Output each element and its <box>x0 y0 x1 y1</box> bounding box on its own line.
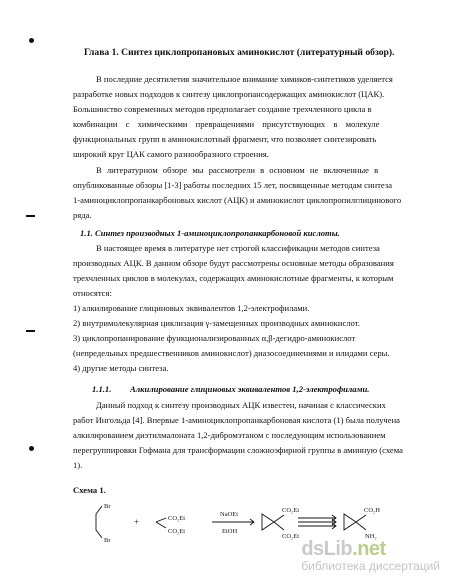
reagent-bottom: EtOH <box>222 528 238 535</box>
paragraph-line: Большинство современных методов предполагает создание трехчленного цикла в <box>73 104 372 114</box>
subsection-number: 1.1.1. <box>92 384 112 394</box>
paragraph-line: В настоящее время в литературе нет строгой классификации методов синтеза <box>96 243 380 253</box>
margin-tick-mark <box>26 215 35 217</box>
chapter-title: Глава 1. Синтез циклопропановых аминокислот (литературный обзор). <box>84 47 395 58</box>
paragraph-line: перегруппировки Гофмана для трансформации сложноэфирной группы в аминную (схема <box>73 445 403 455</box>
cyclopropane-ring <box>344 514 356 530</box>
watermark-subtitle: библиотека диссертаций <box>301 559 440 573</box>
binder-hole-mark <box>29 38 34 43</box>
paragraph-line: функциональных групп в аминокислотный фрагмент, что позволяет синтезировать <box>73 134 377 144</box>
paragraph-line: Данный подход к синтезу производных АЦК известен, начиная с классических <box>96 400 386 410</box>
list-item: 2) внутримолекулярная циклизация γ-замещенных производных аминокислот. <box>73 318 360 328</box>
paragraph-line: 1). <box>73 460 83 470</box>
amino-acid-bonds <box>356 515 366 530</box>
paragraph-line: 1-аминоциклопропанкарбоновых кислот (АЦК) и аминокислот циклопропилглицинового <box>73 195 402 205</box>
br-label-top: Br <box>104 503 111 510</box>
paragraph-line: относятся: <box>73 288 112 298</box>
product-nh2: NH₂ <box>365 533 377 540</box>
binder-hole-mark <box>29 446 34 451</box>
reagent-top: NaOEt <box>220 511 239 518</box>
paragraph-line: ряда. <box>73 210 92 220</box>
product-co2et: CO₂Et <box>282 507 300 514</box>
paragraph-line: В последние десятилетия значительное внимание химиков-синтетиков уделяется <box>96 74 393 84</box>
section-heading: 1.1. Синтез производных 1-аминоциклопропанкарбоновой кислоты. <box>80 228 340 238</box>
ester-bonds <box>274 515 284 530</box>
br-label-bottom: Br <box>104 537 111 544</box>
paragraph-line: комбинации с химическими превращениями присутствующих в молекуле <box>73 119 380 129</box>
list-item: 4) другие методы синтеза. <box>73 363 169 373</box>
malonate-bond <box>156 518 166 528</box>
watermark <box>301 538 440 573</box>
cyclopropane-ring <box>262 514 274 530</box>
margin-tick-mark <box>26 330 35 332</box>
co2et-label: CO₂Et <box>168 528 186 535</box>
product-co2h: CO₂H <box>364 507 380 514</box>
dibromoethane-bond <box>96 506 102 538</box>
paragraph-line: трехчленных циклов в молекулах, содержащих аминокислотные фрагменты, к которым <box>73 273 394 283</box>
paragraph-line: В литературном обзоре мы рассмотрели в основном не включенные в <box>96 165 379 175</box>
list-item: 1) алкилирование глициновых эквивалентов 1,2-электрофилами. <box>73 303 310 313</box>
subsection-title: Алкилирование глициновых эквивалентов 1,2-электрофилами. <box>130 384 370 394</box>
paragraph-line: опубликованные обзоры [1-3] работы последних 15 лет, посвященные методам синтеза <box>73 180 393 190</box>
plus-sign: + <box>134 517 140 527</box>
scheme-label: Схема 1. <box>73 485 106 495</box>
paragraph-line: работ Ингольда [4]. Впервые 1-аминоциклопропанкарбоновая кислота (1) была получена <box>73 415 400 425</box>
paragraph-line: разработке новых подходов к синтезу циклопропансодержащих аминокислот (ЦАК). <box>73 89 385 99</box>
product-co2et: CO₂Et <box>282 533 300 540</box>
co2et-label: CO₂Et <box>168 515 186 522</box>
list-item: (непредельных предшественников аминокислот) диазосоединениями и илидами серы. <box>73 348 390 358</box>
paragraph-line: производных АЦК. В данном обзоре будут рассмотрены основные методы образования <box>73 258 394 268</box>
list-item: 3) циклопропанирование функционализированных α,β-дегидро-аминокислот <box>73 333 356 343</box>
watermark-logo: dsLib.net <box>301 538 386 560</box>
paragraph-line: широкий круг ЦАК самого разнообразного строения. <box>73 149 269 159</box>
paragraph-line: алкилированием диэтилмалоната 1,2-дибромэтаном с последующим использованием <box>73 430 386 440</box>
